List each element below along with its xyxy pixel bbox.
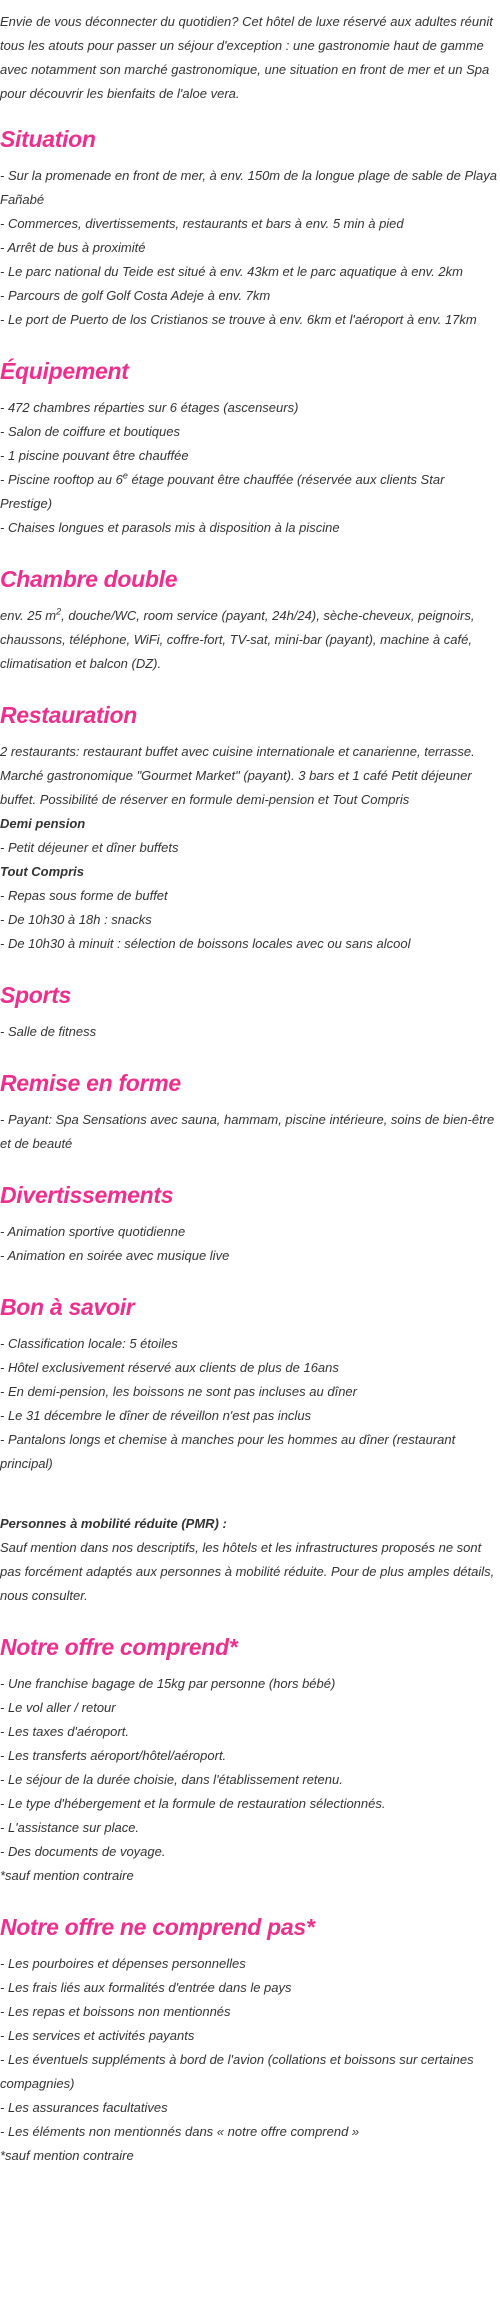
list-item: - Les frais liés aux formalités d'entrée dans le pays — [0, 1980, 292, 1995]
list-item: - Le séjour de la durée choisie, dans l'établissement retenu. — [0, 1772, 343, 1787]
section-offre-ne-comprend-pas — [0, 1912, 500, 2168]
rooftop-text-end: étage pouvant être chauffée (réservée aux clients Star Prestige) — [0, 472, 445, 511]
list-item: - Animation sportive quotidienne — [0, 1224, 186, 1239]
section-remise-en-forme — [0, 1068, 500, 1156]
list-item: - 1 piscine pouvant être chauffée — [0, 448, 189, 463]
pmr-text: Sauf mention dans nos descriptifs, les hôtels et les infrastructures proposés ne sont pas forcément adaptés aux personnes à mobilité réduite. Pour de plus amples détails, nous consulter. — [0, 1540, 495, 1603]
list-item: - Le port de Puerto de los Cristianos se trouve à env. 6km et l'aéroport à env. 17km — [0, 312, 477, 327]
list-item: - Payant: Spa Sensations avec sauna, hammam, piscine intérieure, soins de bien-être et de beauté — [0, 1112, 495, 1151]
chambre-superscript: 2 — [56, 606, 62, 617]
section-title-bon-a-savoir: Bon à savoir — [0, 1294, 135, 1320]
list-item: - Les éventuels suppléments à bord de l'avion (collations et boissons sur certaines compagnies) — [0, 2052, 474, 2091]
section-title-offre-comprend: Notre offre comprend* — [0, 1634, 238, 1660]
chambre-text-end: , douche/WC, room service (payant, 24h/24), sèche-cheveux, peignoirs, chaussons, téléphone, WiFi, coffre-fort, TV-sat, mini-bar (payant), machine à café, climatisation et balcon (DZ). — [0, 608, 475, 671]
list-item: - Salle de fitness — [0, 1024, 97, 1039]
footnote: *sauf mention contraire — [0, 2148, 134, 2163]
list-item: - Arrêt de bus à proximité — [0, 240, 146, 255]
section-bon-a-savoir — [0, 1292, 500, 1608]
list-item: - Les repas et boissons non mentionnés — [0, 2004, 231, 2019]
pmr-block — [0, 1512, 500, 1608]
list-item: - Le 31 décembre le dîner de réveillon n'est pas inclus — [0, 1408, 312, 1423]
list-item-rooftop — [0, 468, 500, 516]
section-restauration — [0, 700, 500, 956]
list-item: - Classification locale: 5 étoiles — [0, 1336, 178, 1351]
list-item: - Le parc national du Teide est situé à env. 43km et le parc aquatique à env. 2km — [0, 264, 463, 279]
list-item: - Le vol aller / retour — [0, 1700, 116, 1715]
list-item: - Les pourboires et dépenses personnelles — [0, 1956, 246, 1971]
section-title-offre-ne-comprend-pas: Notre offre ne comprend pas* — [0, 1914, 315, 1940]
list-item: - De 10h30 à 18h : snacks — [0, 912, 152, 927]
list-item: - Commerces, divertissements, restaurants et bars à env. 5 min à pied — [0, 216, 404, 231]
list-item: - Les taxes d'aéroport. — [0, 1724, 129, 1739]
section-title-chambre: Chambre double — [0, 566, 178, 592]
list-item: - Sur la promenade en front de mer, à env. 150m de la longue plage de sable de Playa Fañabé — [0, 168, 497, 207]
restauration-paragraph: 2 restaurants: restaurant buffet avec cuisine internationale et canarienne, terrasse. Marché gastronomique "Gourmet Market" (payant). 3 bars et 1 café Petit déjeuner buffet. Possibilité de réserver en formule demi-pension et Tout Compris — [0, 744, 475, 807]
list-item: - De 10h30 à minuit : sélection de boissons locales avec ou sans alcool — [0, 936, 411, 951]
list-item: - Pantalons longs et chemise à manches pour les hommes au dîner (restaurant principal) — [0, 1432, 456, 1471]
list-item: - Repas sous forme de buffet — [0, 888, 168, 903]
chambre-text-start: env. 25 m — [0, 608, 57, 623]
section-title-situation: Situation — [0, 126, 96, 152]
list-item: - Petit déjeuner et dîner buffets — [0, 840, 179, 855]
intro-paragraph: Envie de vous déconnecter du quotidien? Cet hôtel de luxe réservé aux adultes réunit tous les atouts pour passer un séjour d'exception : une gastronomie haut de gamme avec notamment son marché gastronomique, une situation en front de mer et un Spa pour découvrir les bienfaits de l'aloe vera. — [0, 14, 493, 101]
list-item: - L'assistance sur place. — [0, 1820, 140, 1835]
list-item: - Hôtel exclusivement réservé aux clients de plus de 16ans — [0, 1360, 339, 1375]
rooftop-superscript: e — [122, 470, 128, 481]
section-title-divertissements: Divertissements — [0, 1182, 174, 1208]
tout-compris-title: Tout Compris — [0, 864, 85, 879]
chambre-description — [0, 604, 500, 676]
list-item: - Parcours de golf Golf Costa Adeje à env. 7km — [0, 288, 271, 303]
list-item: - Les services et activités payants — [0, 2028, 195, 2043]
list-item: - Chaises longues et parasols mis à disposition à la piscine — [0, 520, 340, 535]
pmr-title: Personnes à mobilité réduite (PMR) : — [0, 1516, 227, 1531]
section-title-remise-en-forme: Remise en forme — [0, 1070, 181, 1096]
demi-pension-title: Demi pension — [0, 816, 86, 831]
list-item: - 472 chambres réparties sur 6 étages (ascenseurs) — [0, 400, 299, 415]
section-chambre — [0, 564, 500, 676]
list-item: - Les transferts aéroport/hôtel/aéroport. — [0, 1748, 227, 1763]
list-item: - Le type d'hébergement et la formule de restauration sélectionnés. — [0, 1796, 386, 1811]
list-item: - Salon de coiffure et boutiques — [0, 424, 180, 439]
list-item: - En demi-pension, les boissons ne sont pas incluses au dîner — [0, 1384, 357, 1399]
section-title-sports: Sports — [0, 982, 72, 1008]
list-item: - Une franchise bagage de 15kg par personne (hors bébé) — [0, 1676, 336, 1691]
section-divertissements — [0, 1180, 500, 1268]
list-item: - Les éléments non mentionnés dans « notre offre comprend » — [0, 2124, 360, 2139]
rooftop-text-start: - Piscine rooftop au 6 — [0, 472, 123, 487]
list-item: - Animation en soirée avec musique live — [0, 1248, 230, 1263]
section-sports — [0, 980, 500, 1044]
section-situation — [0, 124, 500, 332]
section-title-equipement: Équipement — [0, 358, 129, 384]
list-item: - Les assurances facultatives — [0, 2100, 168, 2115]
section-offre-comprend — [0, 1632, 500, 1888]
footnote: *sauf mention contraire — [0, 1868, 134, 1883]
section-equipement — [0, 356, 500, 540]
section-title-restauration: Restauration — [0, 702, 137, 728]
list-item: - Des documents de voyage. — [0, 1844, 166, 1859]
